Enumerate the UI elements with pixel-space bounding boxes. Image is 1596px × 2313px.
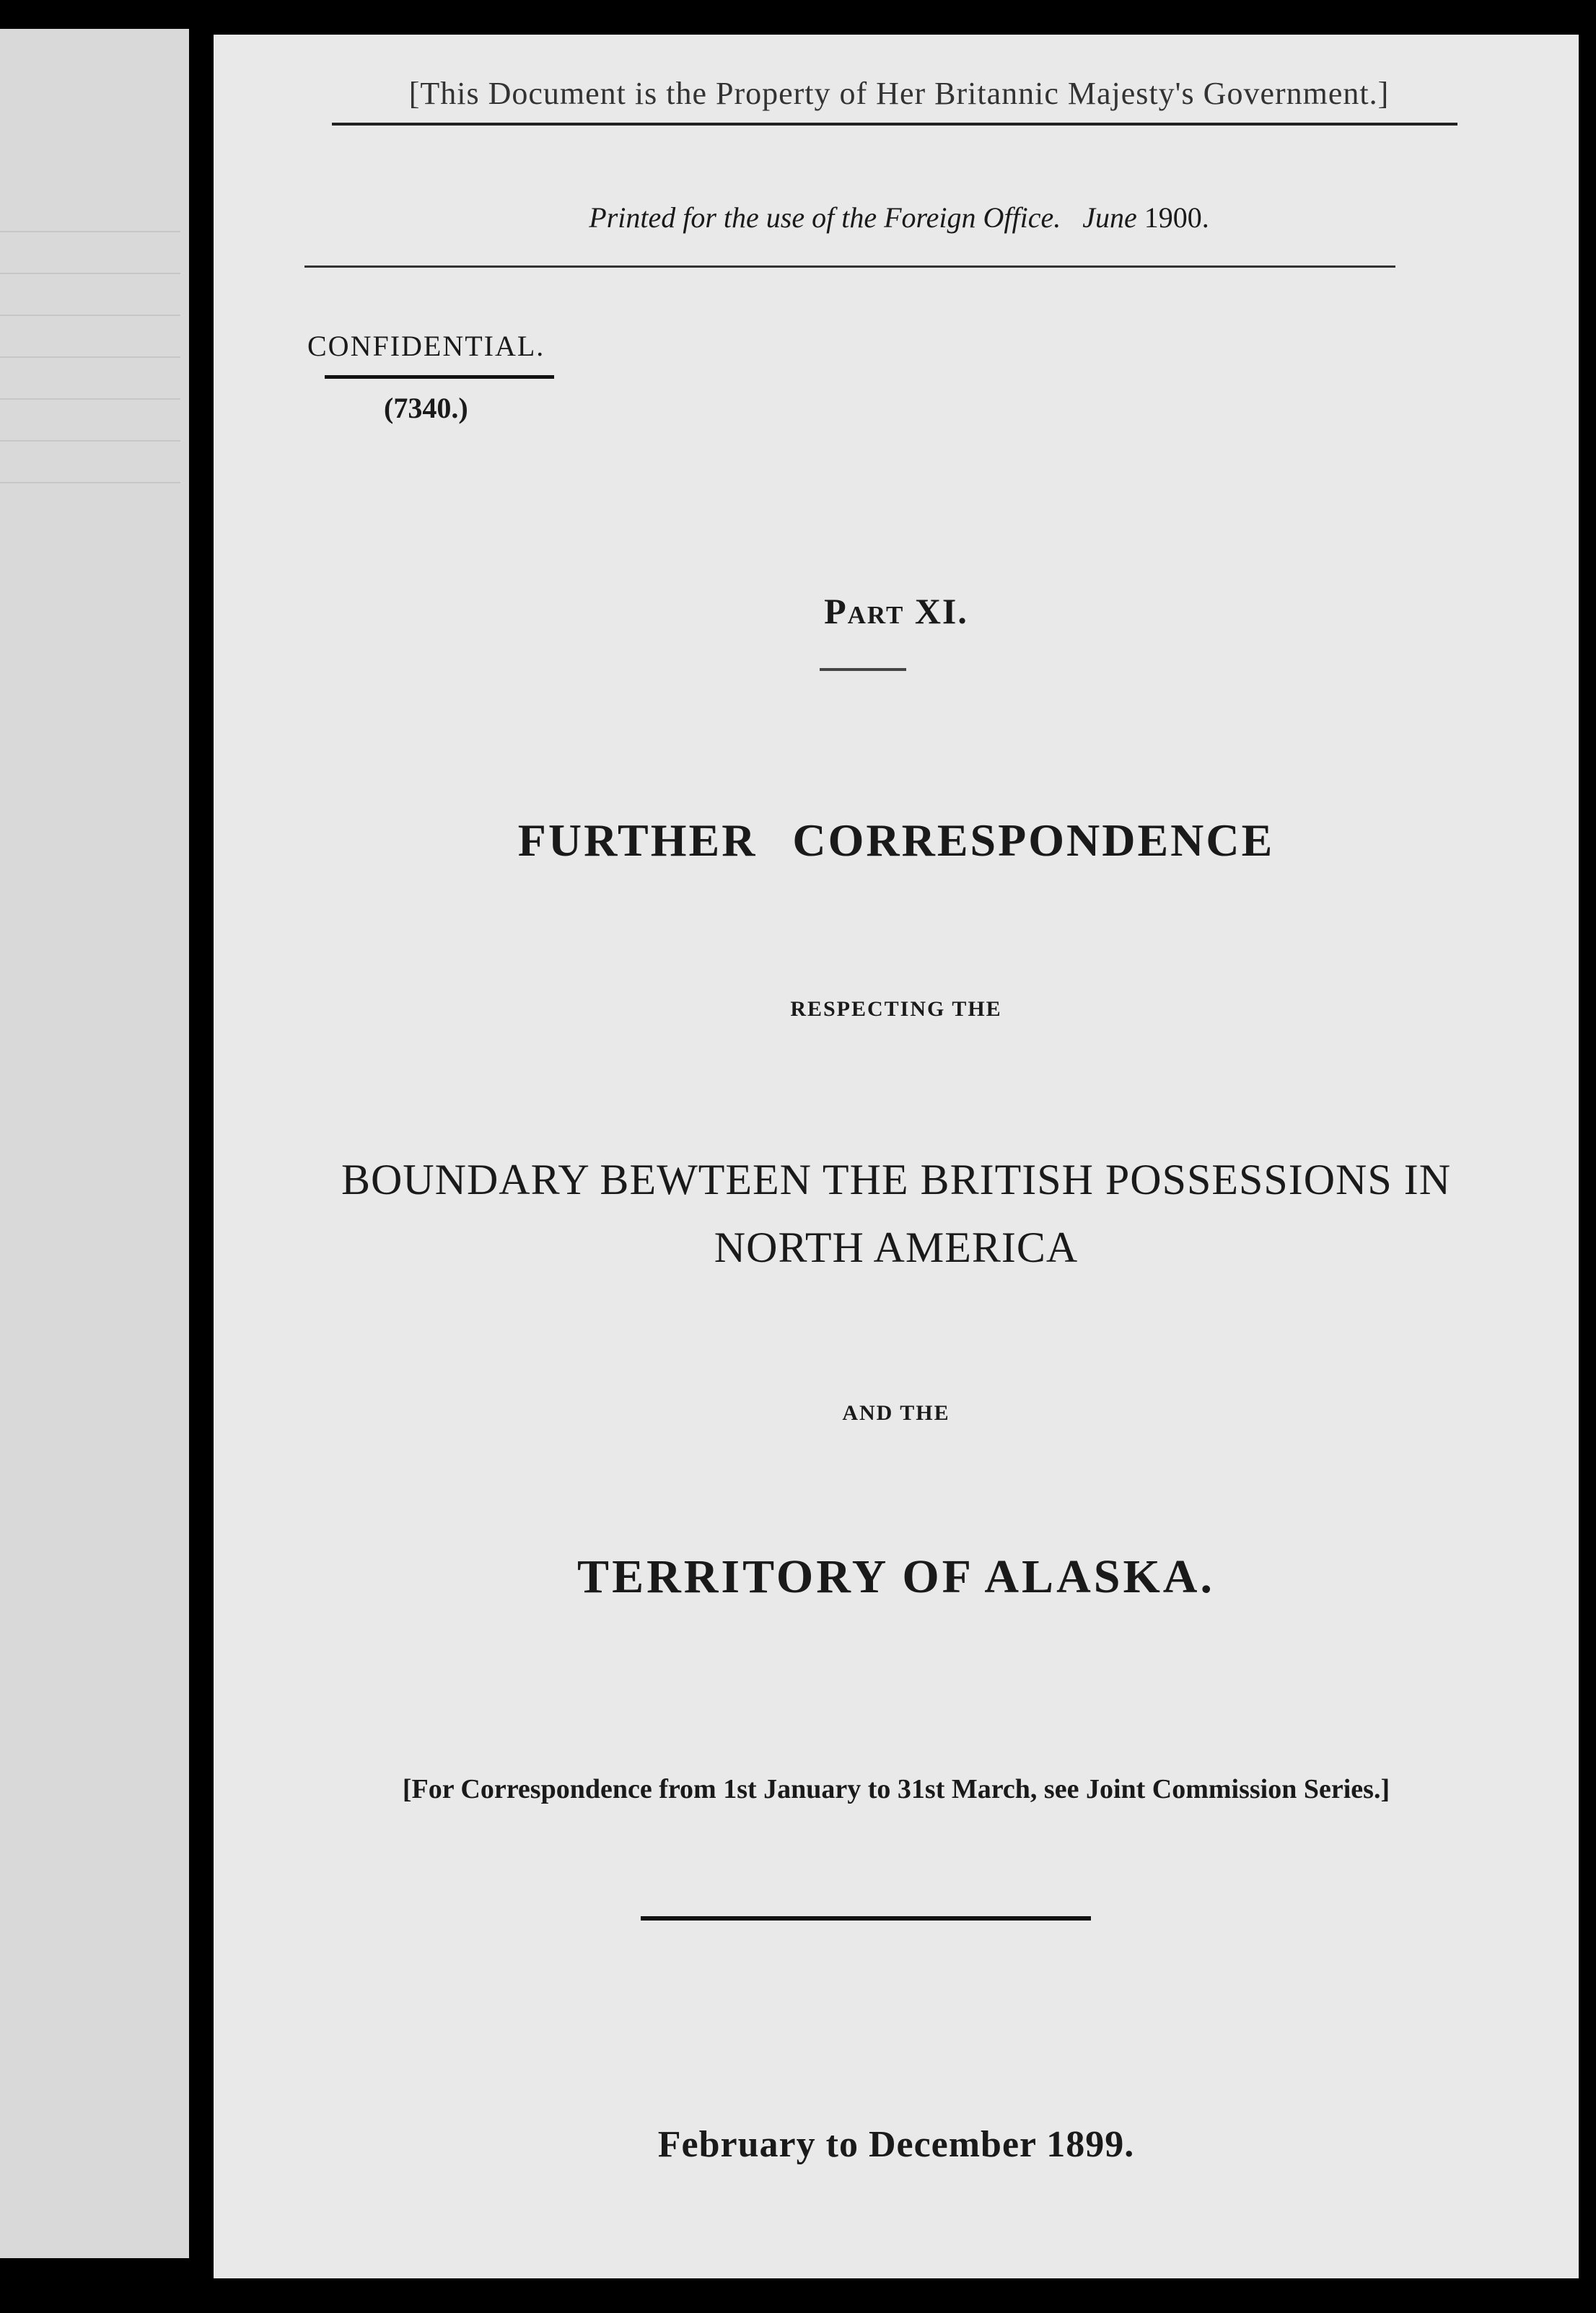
part-number: Part XI. [824,591,968,631]
main-title: FURTHER CORRESPONDENCE [517,815,1275,866]
confidential-underline [325,375,554,379]
confidential-label: CONFIDENTIAL. [307,330,545,362]
subject-line-2: NORTH AMERICA [714,1224,1079,1271]
printed-date-year: 1900. [1144,201,1209,234]
reference-number: (7340.) [384,392,468,424]
part-divider [820,668,906,671]
correspondence-note: [For Correspondence from 1st January to 31st March, see Joint Commission Series.] [402,1774,1390,1804]
printed-date-month: June [1082,201,1137,234]
adjacent-page-strip [0,29,189,2258]
footer-divider [641,1916,1091,1921]
and-the-line: AND THE [842,1401,950,1425]
subject-line-1: BOUNDARY BEWTEEN THE BRITISH POSSESSIONS IN [341,1156,1452,1203]
subject-heading [214,1146,1579,1281]
date-range: February to December 1899. [657,2124,1135,2165]
document-page [214,35,1579,2278]
territory-heading: TERRITORY OF ALASKA. [577,1550,1215,1603]
printed-for-text: Printed for the use of the Foreign Office. [589,201,1061,234]
ownership-underline [332,123,1457,126]
ownership-notice: [This Document is the Property of Her Britannic Majesty's Government.] [408,76,1390,111]
page-gutter [189,0,211,2313]
adjacent-page-ghost-text [0,231,180,524]
printed-for-line [322,201,1476,234]
respecting-line: RESPECTING THE [790,997,1002,1021]
header-divider [304,265,1395,268]
